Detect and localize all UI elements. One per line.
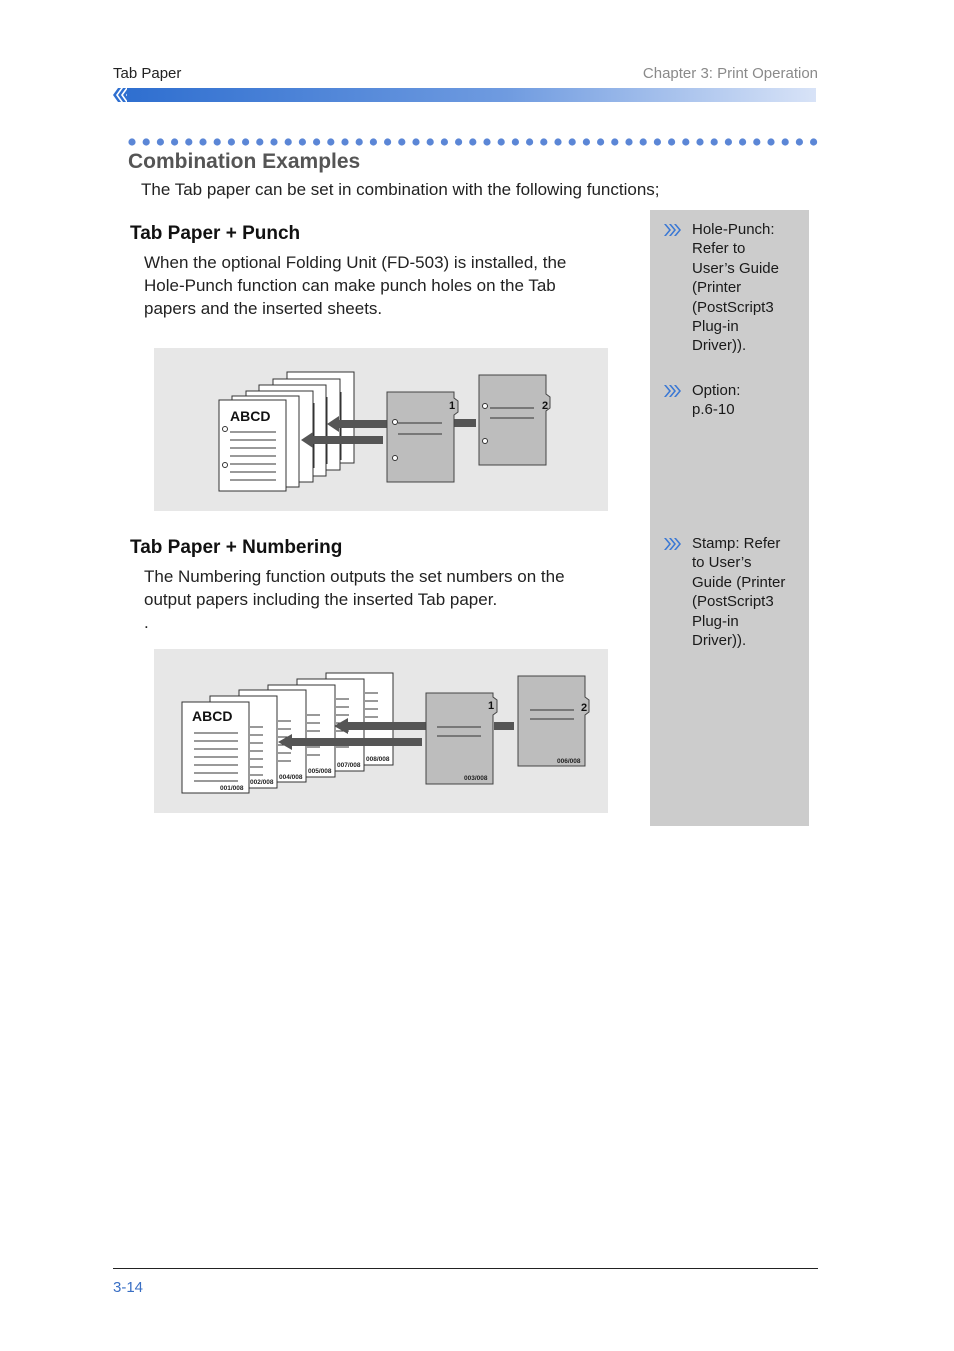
rule-dot [143, 138, 150, 145]
rule-dot [256, 138, 263, 145]
rule-dot [299, 138, 306, 145]
rule-dot [214, 138, 221, 145]
note-line: User’s Guide [692, 259, 779, 277]
rule-dot [384, 138, 391, 145]
note-line: (PostScript3 [692, 298, 774, 316]
page-number: 004/008 [279, 774, 303, 781]
section-dotted-rule [128, 137, 818, 147]
tab-sheet-2 [518, 676, 589, 766]
note-line: Plug-in [692, 318, 739, 336]
rule-dot [356, 138, 363, 145]
reference-arrow-icon [664, 538, 682, 550]
rule-dot [313, 138, 320, 145]
tab-number: 2 [542, 400, 549, 412]
note-line: to User’s [692, 554, 752, 572]
punch-illustration [154, 348, 608, 511]
page-number-footer: 3-14 [113, 1279, 144, 1296]
rule-dot [767, 138, 774, 145]
rule-dot [739, 138, 746, 145]
rule-dot [455, 138, 462, 145]
rule-dot [668, 138, 675, 145]
punch-heading: Tab Paper + Punch [130, 223, 301, 244]
rule-dot [327, 138, 334, 145]
note-line: Option: [692, 382, 741, 399]
rule-dot [228, 138, 235, 145]
punch-hole [393, 456, 398, 461]
note-line: (Printer [692, 279, 742, 297]
rule-dot [270, 138, 277, 145]
rule-dot [370, 138, 377, 145]
rule-dot [696, 138, 703, 145]
note-text [692, 534, 807, 650]
punch-hole [483, 404, 488, 409]
numbering-heading: Tab Paper + Numbering [130, 537, 343, 558]
rule-dot [711, 138, 718, 145]
cover-label: ABCD [230, 408, 271, 424]
rule-dot [583, 138, 590, 145]
punch-description [144, 251, 566, 320]
rule-dot [526, 138, 533, 145]
running-header-chapter: Chapter 3: Print Operation [642, 65, 818, 82]
note-line: (PostScript3 [692, 593, 774, 611]
note-line: p.6-10 [692, 401, 735, 419]
rule-dot [540, 138, 547, 145]
reference-sidebar [650, 210, 809, 826]
rule-dot [554, 138, 561, 145]
note-line: Driver)). [692, 632, 747, 650]
numbering-line: The Numbering function outputs the set numbers on the [144, 567, 565, 586]
rule-dot [341, 138, 348, 145]
rule-dot [285, 138, 292, 145]
note-line: Stamp: Refer [692, 535, 781, 552]
note-text [692, 381, 807, 420]
rule-dot [725, 138, 732, 145]
rule-dot [569, 138, 576, 145]
punch-hole [223, 427, 228, 432]
running-header-section: Tab Paper [113, 65, 182, 82]
footer-rule [113, 1268, 818, 1269]
tab-sheet-2 [479, 375, 550, 465]
rule-dot [398, 138, 405, 145]
rule-dot [199, 138, 206, 145]
punch-hole [223, 463, 228, 468]
punch-line: Hole-Punch function can make punch holes on the Tab [144, 276, 556, 295]
section-intro: The Tab paper can be set in combination with the following functions; [141, 180, 660, 199]
rule-dot [782, 138, 789, 145]
page-number: 005/008 [308, 768, 332, 775]
rule-dot [171, 138, 178, 145]
rule-dot [483, 138, 490, 145]
punch-line: papers and the inserted sheets. [144, 299, 383, 318]
numbering-line: output papers including the inserted Tab paper. [144, 590, 498, 609]
rule-dot [427, 138, 434, 145]
rule-dot [654, 138, 661, 145]
note-line: Driver)). [692, 337, 747, 355]
note-line: Plug-in [692, 612, 739, 630]
punch-line: When the optional Folding Unit (FD-503) is installed, the [144, 253, 567, 272]
reference-arrow-icon [664, 224, 682, 236]
reference-arrow-icon [664, 385, 682, 397]
punch-figure [154, 348, 608, 511]
tab-number: 1 [449, 400, 456, 412]
rule-dot [441, 138, 448, 145]
header-gradient-bar [113, 88, 816, 102]
rule-dot [157, 138, 164, 145]
page-number: 007/008 [337, 762, 361, 769]
note-line: Hole-Punch: [692, 221, 775, 238]
rule-dot [625, 138, 632, 145]
punch-hole [483, 439, 488, 444]
page-number: 001/008 [220, 785, 244, 792]
cover-label: ABCD [192, 708, 233, 724]
rule-dot [753, 138, 760, 145]
page-number: 006/008 [557, 758, 581, 765]
section-title: Combination Examples [128, 150, 361, 173]
rule-dot [498, 138, 505, 145]
page-number: 003/008 [464, 775, 488, 782]
rule-dot [512, 138, 519, 145]
tab-sheet-1 [426, 693, 497, 784]
rule-dot [185, 138, 192, 145]
rule-dot [796, 138, 803, 145]
punch-hole [393, 420, 398, 425]
note-line: Refer to [692, 240, 746, 258]
rule-dot [128, 138, 135, 145]
page-number: 008/008 [366, 756, 390, 763]
numbering-line: . [144, 613, 149, 632]
numbering-description [144, 565, 565, 634]
note-line: Guide (Printer [692, 573, 786, 591]
tab-number: 2 [581, 702, 588, 714]
rule-dot [810, 138, 817, 145]
page-number: 002/008 [250, 779, 274, 786]
rule-dot [412, 138, 419, 145]
note-text [692, 220, 807, 356]
rule-dot [640, 138, 647, 145]
rule-dot [597, 138, 604, 145]
rule-dot [611, 138, 618, 145]
tab-sheet-1 [387, 392, 458, 482]
numbering-illustration [154, 649, 608, 813]
tab-number: 1 [488, 700, 495, 712]
rule-dot [469, 138, 476, 145]
rule-dot [242, 138, 249, 145]
rule-dot [682, 138, 689, 145]
numbering-figure [154, 649, 608, 813]
